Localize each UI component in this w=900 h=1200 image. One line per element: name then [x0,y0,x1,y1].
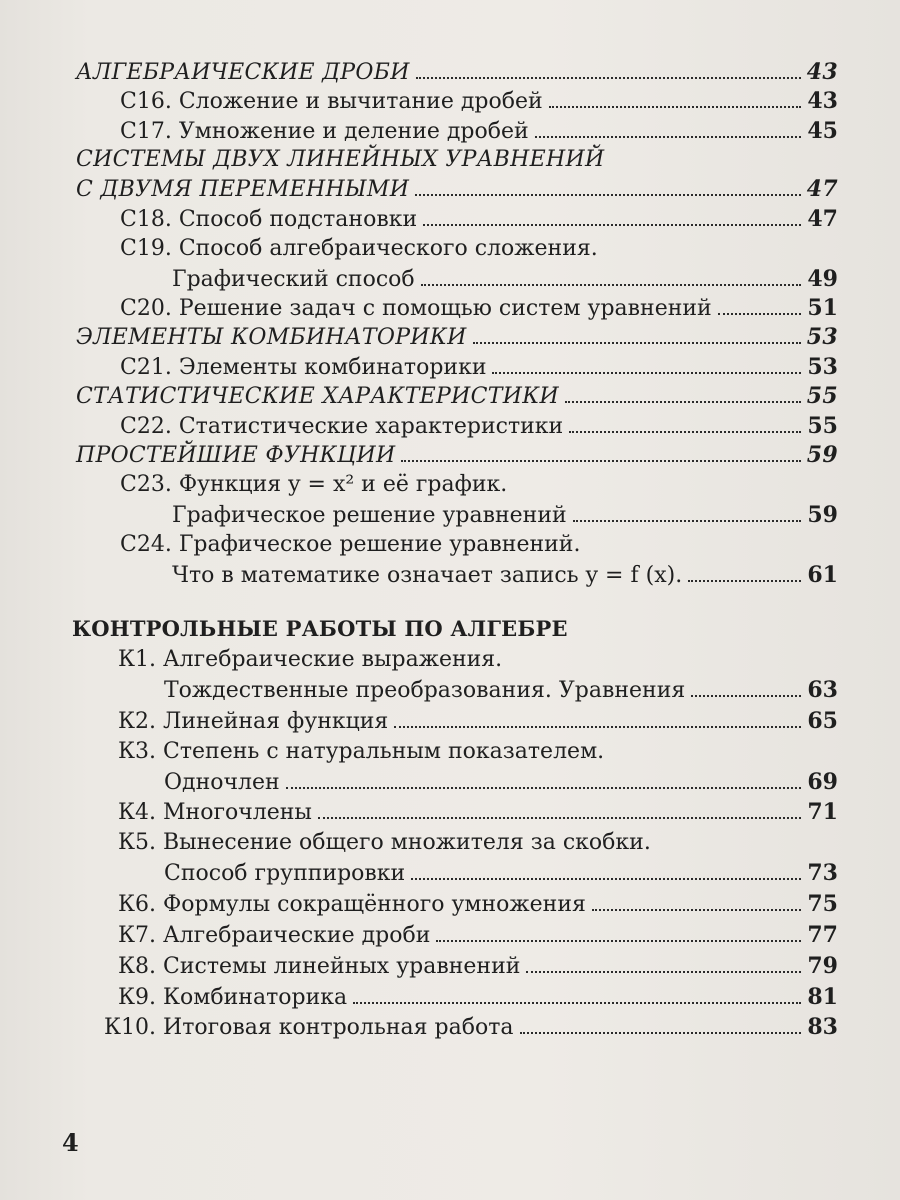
toc-page-number: 63 [807,677,838,703]
dot-leader [535,136,802,138]
toc-page-number: 71 [807,799,838,825]
toc-page-number: 77 [807,922,838,948]
toc-entry-title: К1. Алгебраические выражения. [118,647,503,672]
toc-entry-title: ЭЛЕМЕНТЫ КОМБИНАТОРИКИ [76,325,467,350]
dot-leader [688,580,801,582]
toc-entry [164,675,838,706]
dot-leader [401,460,800,462]
toc-entry-title: ПРОСТЕЙШИЕ ФУНКЦИИ [76,443,396,468]
toc-entry [118,889,838,920]
toc-entry-title: К2. Линейная функция [118,709,389,734]
toc-page-number: 75 [807,891,838,917]
toc-entry-title: Графическое решение уравнений [172,503,567,528]
toc-section [76,145,604,175]
dot-leader [592,909,801,911]
toc-entry-title: С22. Статистические характеристики [120,414,564,439]
page-number: 4 [62,1128,79,1157]
toc-entry-title: С24. Графическое решение уравнений. [120,532,581,557]
dot-leader [411,878,801,880]
toc-entry-title: С18. Способ подстановки [120,207,418,232]
toc-entry-title: Что в математике означает запись y = f (x). [172,563,683,588]
toc-entry-title: К3. Степень с натуральным показателем. [118,739,605,764]
dot-leader [691,695,801,697]
toc-page-number: 51 [807,295,838,321]
toc-entry-title: СИСТЕМЫ ДВУХ ЛИНЕЙНЫХ УРАВНЕНИЙ [76,147,605,172]
toc-page-number: 81 [807,984,838,1010]
toc-entry [118,828,651,858]
toc-section [76,322,838,353]
toc-entry-title: К6. Формулы сокращённого умножения [118,892,586,917]
toc-page-number: 59 [807,502,838,528]
toc-page-number: 79 [807,953,838,979]
toc-section [76,440,838,471]
toc-entry-title: АЛГЕБРАИЧЕСКИЕ ДРОБИ [76,60,410,85]
toc-entry-title: К7. Алгебраические дроби [118,923,431,948]
toc-page-number: 47 [806,176,838,202]
toc-entry [118,982,838,1013]
dot-leader [318,817,801,819]
toc-entry [120,352,838,383]
toc-entry [118,737,604,767]
toc-entry [118,797,838,828]
toc-entry-title: С23. Функция y = x² и её график. [120,472,508,497]
toc-page-number: 73 [807,860,838,886]
toc-page-number: 61 [807,562,838,588]
dot-leader [473,342,801,344]
dot-leader [718,313,802,315]
toc-entry [120,470,507,500]
toc-page-number: 53 [806,324,838,350]
toc-entry-title: К4. Многочлены [118,800,312,825]
toc-entry [118,706,838,737]
toc-page-number: 43 [806,59,838,85]
toc-page-number: 49 [807,266,838,292]
toc-page-number: 45 [807,118,838,144]
toc-entry [120,234,598,264]
toc-entry-title: СТАТИСТИЧЕСКИЕ ХАРАКТЕРИСТИКИ [76,384,560,409]
toc-entry-title: С16. Сложение и вычитание дробей [120,89,543,114]
toc-page-number: 83 [807,1014,838,1040]
toc-page-number: 55 [807,413,838,439]
toc-page-number: 69 [807,769,838,795]
toc-entry-title: КОНТРОЛЬНЫЕ РАБОТЫ ПО АЛГЕБРЕ [72,616,568,641]
toc-page-number: 55 [806,383,838,409]
toc-entry [120,116,838,147]
dot-leader [565,401,801,403]
toc-entry-title: С17. Умножение и деление дробей [120,119,529,144]
toc-entry-title: С21. Элементы комбинаторики [120,355,487,380]
toc-entry [164,858,838,889]
toc-entry [172,264,838,295]
toc-entry [120,204,838,235]
dot-leader [353,1002,801,1004]
toc-entry [118,951,838,982]
toc-entry-title: С19. Способ алгебраического сложения. [120,236,598,261]
toc-entry [172,560,838,591]
dot-leader [286,787,802,789]
toc-heading [72,614,568,644]
toc-entry [120,293,838,324]
dot-leader [394,726,801,728]
toc-entry [172,500,838,531]
toc-page-number: 59 [806,442,838,468]
dot-leader [492,372,801,374]
toc-entry-title: С20. Решение задач с помощью систем уравнений [120,296,712,321]
dot-leader [520,1032,802,1034]
toc-entry-title: К9. Комбинаторика [118,985,348,1010]
toc-page-number: 47 [807,206,838,232]
toc-entry [164,767,838,798]
toc-entry [120,411,838,442]
dot-leader [416,77,801,79]
toc-entry [118,645,502,675]
dot-leader [423,224,801,226]
toc-page-number: 65 [807,708,838,734]
dot-leader [415,194,801,196]
toc-entry-title: Одночлен [164,770,280,795]
toc-entry-title: К5. Вынесение общего множителя за скобки. [118,830,651,855]
toc-section [76,381,838,412]
toc-page-number: 53 [807,354,838,380]
toc-entry-title: С ДВУМЯ ПЕРЕМЕННЫМИ [76,177,410,202]
dot-leader [436,940,801,942]
toc-entry-title: К8. Системы линейных уравнений [118,954,521,979]
toc-entry [120,530,580,560]
toc-entry-title: Тождественные преобразования. Уравнения [164,678,686,703]
dot-leader [573,520,802,522]
toc-page-number: 43 [807,88,838,114]
toc-entry-title: К10. Итоговая контрольная работа [104,1015,514,1040]
toc-entry-title: Графический способ [172,267,415,292]
dot-leader [421,284,802,286]
toc-entry [104,1012,838,1043]
toc-entry-title: Способ группировки [164,861,406,886]
toc-entry [120,86,838,117]
toc-entry [118,920,838,951]
dot-leader [569,431,801,433]
dot-leader [526,971,801,973]
toc-section [76,174,838,205]
dot-leader [549,106,802,108]
toc-section [76,57,838,88]
